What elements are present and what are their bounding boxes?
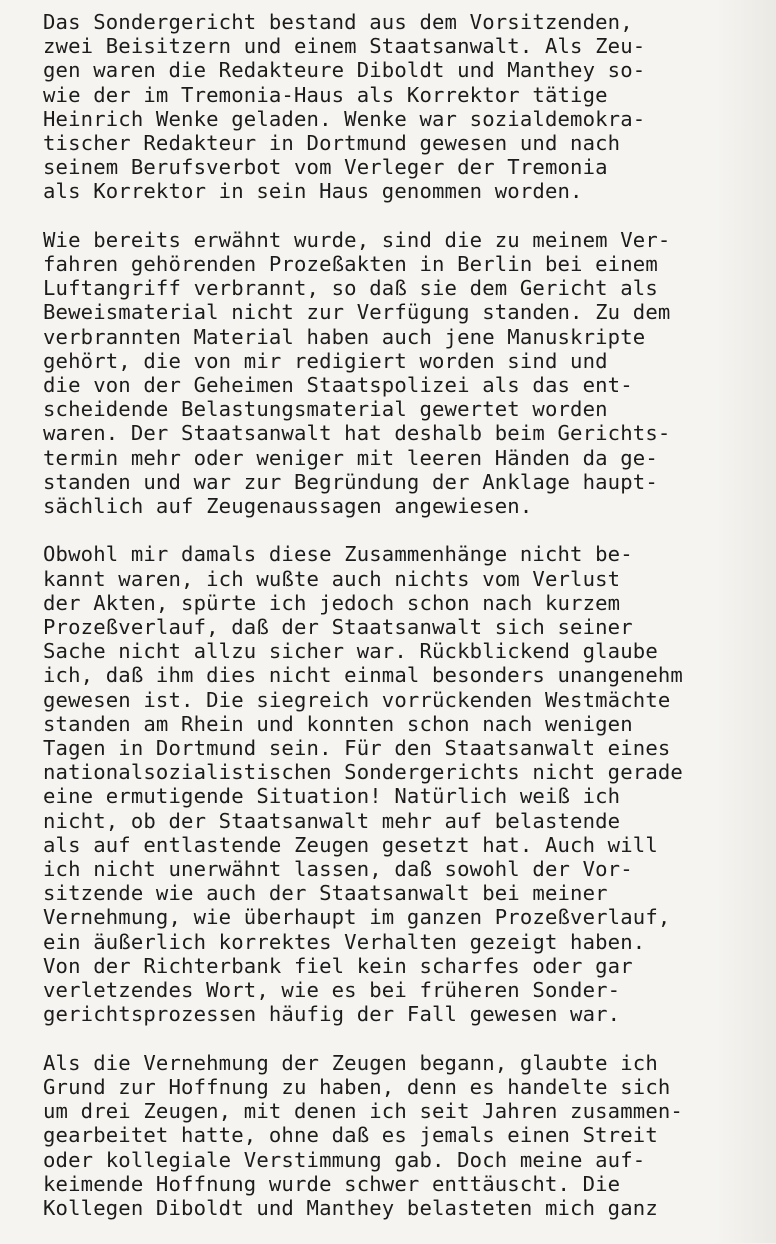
- paragraph: [43, 10, 773, 204]
- text-line: Sache nicht allzu sicher war. Rückblickend glaube: [43, 639, 658, 664]
- paragraph: [43, 228, 773, 518]
- text-line: nationalsozialistischen Sondergerichts nicht gerade: [43, 760, 683, 785]
- text-line: verbrannten Material haben auch jene Manuskripte: [43, 324, 646, 349]
- text-line: waren. Der Staatsanwalt hat deshalb beim Gerichts-: [43, 421, 671, 446]
- text-line: Als die Vernehmung der Zeugen begann, glaubte ich: [43, 1050, 658, 1075]
- text-line: gen waren die Redakteure Diboldt und Manthey so-: [43, 58, 646, 83]
- text-line: eine ermutigende Situation! Natürlich weiß ich: [43, 784, 621, 809]
- text-line: kannt waren, ich wußte auch nichts vom Verlust: [43, 566, 621, 591]
- text-line: verletzendes Wort, wie es bei früheren Sonder-: [43, 978, 621, 1003]
- text-line: Das Sondergericht bestand aus dem Vorsitzenden,: [43, 10, 633, 34]
- text-line: gearbeitet hatte, ohne daß es jemals einen Streit: [43, 1123, 658, 1148]
- text-line: Tagen in Dortmund sein. Für den Staatsanwalt eines: [43, 736, 671, 761]
- text-line: um drei Zeugen, mit denen ich seit Jahren zusammen-: [43, 1099, 683, 1124]
- body-text: [43, 10, 773, 1244]
- text-line: sitzende wie auch der Staatsanwalt bei meiner: [43, 881, 608, 906]
- text-line: fahren gehörenden Prozeßakten in Berlin bei einem: [43, 252, 658, 277]
- text-line: sächlich auf Zeugenaussagen angewiesen.: [43, 494, 533, 519]
- text-line: scheidende Belastungsmaterial gewertet worden: [43, 397, 608, 422]
- text-line: keimende Hoffnung wurde schwer enttäuscht. Die: [43, 1171, 621, 1196]
- text-line: standen am Rhein und konnten schon nach wenigen: [43, 711, 633, 736]
- text-line: standen und war zur Begründung der Anklage haupt-: [43, 469, 658, 494]
- text-line: Heinrich Wenke geladen. Wenke war sozialdemokra-: [43, 106, 646, 131]
- text-line: zwei Beisitzern und einem Staatsanwalt. Als Zeu-: [43, 34, 646, 59]
- text-line: Vernehmung, wie überhaupt im ganzen Prozeßverlauf,: [43, 905, 671, 930]
- text-line: gerichtsprozessen häufig der Fall gewesen war.: [43, 1002, 621, 1027]
- paragraph: [43, 1051, 773, 1220]
- text-line: ich nicht unerwähnt lassen, daß sowohl der Vor-: [43, 857, 633, 882]
- text-line: der Akten, spürte ich jedoch schon nach kurzem: [43, 590, 621, 615]
- text-line: seinem Berufsverbot vom Verleger der Tremonia: [43, 155, 608, 180]
- text-line: Luftangriff verbrannt, so daß sie dem Gericht als: [43, 276, 658, 301]
- text-line: Von der Richterbank fiel kein scharfes oder gar: [43, 953, 633, 978]
- paragraph: [43, 542, 773, 1026]
- text-line: Wie bereits erwähnt wurde, sind die zu meinem Ver-: [43, 227, 671, 252]
- text-line: gehört, die von mir redigiert worden sind und: [43, 348, 608, 373]
- text-line: tischer Redakteur in Dortmund gewesen und nach: [43, 131, 621, 156]
- text-line: termin mehr oder weniger mit leeren Händen da ge-: [43, 445, 658, 470]
- text-line: als auf entlastende Zeugen gesetzt hat. Auch will: [43, 832, 658, 857]
- text-line: als Korrektor in sein Haus genommen worden.: [43, 179, 583, 204]
- text-line: nicht, ob der Staatsanwalt mehr auf belastende: [43, 808, 621, 833]
- text-line: Obwohl mir damals diese Zusammenhänge nicht be-: [43, 542, 633, 567]
- text-line: Beweismaterial nicht zur Verfügung standen. Zu dem: [43, 300, 671, 325]
- text-line: die von der Geheimen Staatspolizei als das ent-: [43, 373, 633, 398]
- text-line: oder kollegiale Verstimmung gab. Doch meine auf-: [43, 1147, 646, 1172]
- text-line: ich, daß ihm dies nicht einmal besonders unangenehm: [43, 663, 683, 688]
- text-line: wie der im Tremonia-Haus als Korrektor tätige: [43, 82, 608, 107]
- text-line: Grund zur Hoffnung zu haben, denn es handelte sich: [43, 1074, 671, 1099]
- text-line: gewesen ist. Die siegreich vorrückenden Westmächte: [43, 687, 671, 712]
- text-line: Prozeßverlauf, daß der Staatsanwalt sich seiner: [43, 615, 633, 640]
- text-line: Kollegen Diboldt und Manthey belasteten mich ganz: [43, 1195, 658, 1220]
- text-line: ein äußerlich korrektes Verhalten gezeigt haben.: [43, 929, 646, 954]
